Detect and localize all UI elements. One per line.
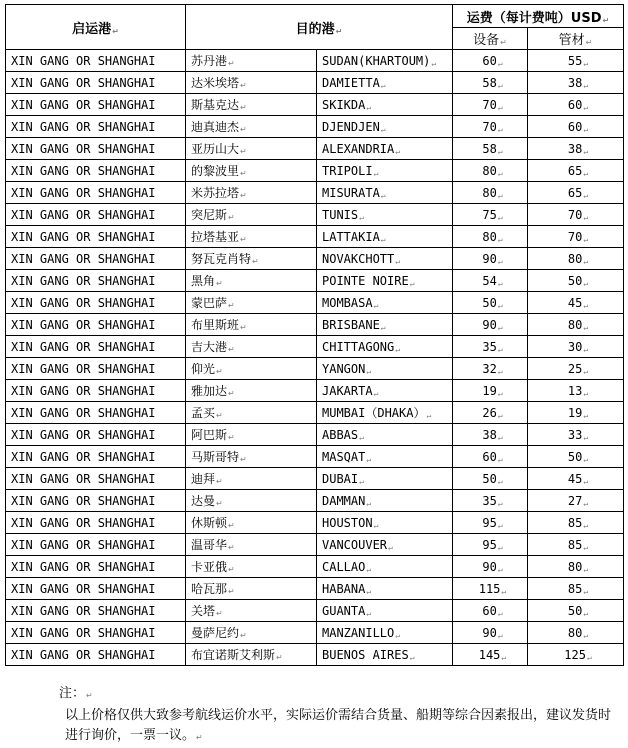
table-row	[6, 424, 624, 446]
pipe-rate-cell: 80↵	[528, 556, 624, 578]
table-row	[6, 380, 624, 402]
equipment-rate-cell: 115↵	[453, 578, 528, 600]
equipment-rate-cell: 80↵	[453, 160, 528, 182]
origin-cell: XIN GANG OR SHANGHAI	[6, 50, 186, 72]
equipment-rate-cell: 50↵	[453, 292, 528, 314]
table-row	[6, 50, 624, 72]
equipment-rate-cell: 32↵	[453, 358, 528, 380]
equipment-rate-cell: 80↵	[453, 226, 528, 248]
destination-en-cell: TRIPOLI↵	[317, 160, 453, 182]
pipe-rate-cell: 65↵	[528, 182, 624, 204]
destination-en-cell: DAMMAN↵	[317, 490, 453, 512]
destination-en-cell: JAKARTA↵	[317, 380, 453, 402]
pipe-header: 管材↵	[528, 28, 624, 50]
destination-port-header: 目的港↵	[186, 5, 453, 50]
destination-en-cell: YANGON↵	[317, 358, 453, 380]
notes-text: 以上价格仅供大致参考航线运价水平，实际运价需结合货量、船期等综合因素报出，建议发货时进行询价，一票一议。↵	[65, 708, 612, 743]
table-row	[6, 116, 624, 138]
equipment-rate-cell: 26↵	[453, 402, 528, 424]
equipment-rate-cell: 90↵	[453, 556, 528, 578]
destination-en-cell: MOMBASA↵	[317, 292, 453, 314]
destination-cn-cell: 苏丹港↵	[186, 50, 317, 72]
origin-cell: XIN GANG OR SHANGHAI	[6, 248, 186, 270]
equipment-rate-cell: 95↵	[453, 512, 528, 534]
origin-cell: XIN GANG OR SHANGHAI	[6, 358, 186, 380]
destination-en-cell: POINTE NOIRE↵	[317, 270, 453, 292]
table-row	[6, 402, 624, 424]
pipe-rate-cell: 38↵	[528, 72, 624, 94]
destination-en-cell: NOVAKCHOTT↵	[317, 248, 453, 270]
equipment-rate-cell: 145↵	[453, 644, 528, 666]
destination-cn-cell: 努瓦克肖特↵	[186, 248, 317, 270]
table-row	[6, 490, 624, 512]
pipe-rate-cell: 38↵	[528, 138, 624, 160]
equipment-rate-cell: 80↵	[453, 182, 528, 204]
destination-cn-cell: 拉塔基亚↵	[186, 226, 317, 248]
origin-cell: XIN GANG OR SHANGHAI	[6, 182, 186, 204]
table-row	[6, 468, 624, 490]
table-row	[6, 512, 624, 534]
table-row	[6, 204, 624, 226]
notes-label: 注：↵	[59, 686, 93, 701]
destination-en-cell: BUENOS AIRES↵	[317, 644, 453, 666]
origin-cell: XIN GANG OR SHANGHAI	[6, 226, 186, 248]
origin-cell: XIN GANG OR SHANGHAI	[6, 270, 186, 292]
destination-en-cell: MUMBAI（DHAKA）↵	[317, 402, 453, 424]
origin-cell: XIN GANG OR SHANGHAI	[6, 578, 186, 600]
destination-cn-cell: 孟买↵	[186, 402, 317, 424]
origin-cell: XIN GANG OR SHANGHAI	[6, 116, 186, 138]
table-row	[6, 358, 624, 380]
equipment-rate-cell: 58↵	[453, 72, 528, 94]
equipment-rate-cell: 60↵	[453, 50, 528, 72]
pipe-rate-cell: 50↵	[528, 600, 624, 622]
origin-cell: XIN GANG OR SHANGHAI	[6, 446, 186, 468]
destination-en-cell: MANZANILLO↵	[317, 622, 453, 644]
origin-cell: XIN GANG OR SHANGHAI	[6, 336, 186, 358]
origin-cell: XIN GANG OR SHANGHAI	[6, 622, 186, 644]
table-row	[6, 578, 624, 600]
pipe-rate-cell: 85↵	[528, 534, 624, 556]
destination-cn-cell: 米苏拉塔↵	[186, 182, 317, 204]
pipe-rate-cell: 13↵	[528, 380, 624, 402]
destination-en-cell: TUNIS↵	[317, 204, 453, 226]
origin-cell: XIN GANG OR SHANGHAI	[6, 138, 186, 160]
destination-cn-cell: 蒙巴萨↵	[186, 292, 317, 314]
table-row	[6, 534, 624, 556]
notes-section	[59, 684, 619, 748]
pipe-rate-cell: 80↵	[528, 622, 624, 644]
equipment-rate-cell: 70↵	[453, 94, 528, 116]
destination-en-cell: ALEXANDRIA↵	[317, 138, 453, 160]
origin-cell: XIN GANG OR SHANGHAI	[6, 160, 186, 182]
origin-cell: XIN GANG OR SHANGHAI	[6, 534, 186, 556]
pipe-rate-cell: 45↵	[528, 292, 624, 314]
rate-rows	[6, 50, 624, 666]
destination-cn-cell: 黑角↵	[186, 270, 317, 292]
table-row	[6, 182, 624, 204]
table-row	[6, 94, 624, 116]
origin-cell: XIN GANG OR SHANGHAI	[6, 72, 186, 94]
pipe-rate-cell: 55↵	[528, 50, 624, 72]
destination-en-cell: SUDAN(KHARTOUM)↵	[317, 50, 453, 72]
pipe-rate-cell: 85↵	[528, 578, 624, 600]
origin-cell: XIN GANG OR SHANGHAI	[6, 490, 186, 512]
destination-en-cell: GUANTA↵	[317, 600, 453, 622]
pipe-rate-cell: 19↵	[528, 402, 624, 424]
table-row	[6, 556, 624, 578]
origin-cell: XIN GANG OR SHANGHAI	[6, 600, 186, 622]
table-row	[6, 226, 624, 248]
table-row	[6, 292, 624, 314]
destination-cn-cell: 迪真迪杰↵	[186, 116, 317, 138]
destination-en-cell: VANCOUVER↵	[317, 534, 453, 556]
equipment-rate-cell: 35↵	[453, 490, 528, 512]
destination-cn-cell: 布里斯班↵	[186, 314, 317, 336]
equipment-rate-cell: 38↵	[453, 424, 528, 446]
equipment-rate-cell: 75↵	[453, 204, 528, 226]
table-row	[6, 314, 624, 336]
destination-cn-cell: 关塔↵	[186, 600, 317, 622]
pipe-rate-cell: 60↵	[528, 94, 624, 116]
destination-en-cell: MISURATA↵	[317, 182, 453, 204]
freight-rate-table	[5, 4, 624, 666]
origin-cell: XIN GANG OR SHANGHAI	[6, 644, 186, 666]
origin-cell: XIN GANG OR SHANGHAI	[6, 556, 186, 578]
destination-en-cell: CALLAO↵	[317, 556, 453, 578]
pipe-rate-cell: 45↵	[528, 468, 624, 490]
destination-en-cell: HOUSTON↵	[317, 512, 453, 534]
table-row	[6, 72, 624, 94]
equipment-rate-cell: 90↵	[453, 248, 528, 270]
destination-cn-cell: 哈瓦那↵	[186, 578, 317, 600]
table-row	[6, 160, 624, 182]
pipe-rate-cell: 25↵	[528, 358, 624, 380]
equipment-rate-cell: 90↵	[453, 314, 528, 336]
destination-en-cell: SKIKDA↵	[317, 94, 453, 116]
pipe-rate-cell: 70↵	[528, 204, 624, 226]
pipe-rate-cell: 65↵	[528, 160, 624, 182]
equipment-rate-cell: 54↵	[453, 270, 528, 292]
equipment-rate-cell: 19↵	[453, 380, 528, 402]
destination-en-cell: CHITTAGONG↵	[317, 336, 453, 358]
equipment-rate-cell: 70↵	[453, 116, 528, 138]
destination-cn-cell: 休斯顿↵	[186, 512, 317, 534]
table-row	[6, 336, 624, 358]
origin-cell: XIN GANG OR SHANGHAI	[6, 204, 186, 226]
destination-cn-cell: 突尼斯↵	[186, 204, 317, 226]
origin-cell: XIN GANG OR SHANGHAI	[6, 314, 186, 336]
freight-header: 运费（每计费吨）USD↵	[453, 5, 624, 28]
equipment-rate-cell: 58↵	[453, 138, 528, 160]
destination-en-cell: ABBAS↵	[317, 424, 453, 446]
destination-en-cell: DJENDJEN↵	[317, 116, 453, 138]
destination-en-cell: DUBAI↵	[317, 468, 453, 490]
origin-cell: XIN GANG OR SHANGHAI	[6, 512, 186, 534]
table-row	[6, 248, 624, 270]
destination-cn-cell: 达米埃塔↵	[186, 72, 317, 94]
destination-en-cell: BRISBANE↵	[317, 314, 453, 336]
pipe-rate-cell: 80↵	[528, 314, 624, 336]
equipment-rate-cell: 60↵	[453, 600, 528, 622]
pipe-rate-cell: 50↵	[528, 446, 624, 468]
pipe-rate-cell: 70↵	[528, 226, 624, 248]
equipment-rate-cell: 90↵	[453, 622, 528, 644]
destination-en-cell: LATTAKIA↵	[317, 226, 453, 248]
destination-cn-cell: 斯基克达↵	[186, 94, 317, 116]
pipe-rate-cell: 50↵	[528, 270, 624, 292]
destination-cn-cell: 阿巴斯↵	[186, 424, 317, 446]
equipment-rate-cell: 95↵	[453, 534, 528, 556]
table-row	[6, 270, 624, 292]
origin-port-header: 启运港↵	[6, 5, 186, 50]
pipe-rate-cell: 80↵	[528, 248, 624, 270]
destination-cn-cell: 温哥华↵	[186, 534, 317, 556]
origin-cell: XIN GANG OR SHANGHAI	[6, 402, 186, 424]
table-row	[6, 644, 624, 666]
pipe-rate-cell: 27↵	[528, 490, 624, 512]
destination-cn-cell: 布宜诺斯艾利斯↵	[186, 644, 317, 666]
pipe-rate-cell: 60↵	[528, 116, 624, 138]
pipe-rate-cell: 33↵	[528, 424, 624, 446]
destination-cn-cell: 卡亚俄↵	[186, 556, 317, 578]
origin-cell: XIN GANG OR SHANGHAI	[6, 292, 186, 314]
table-row	[6, 600, 624, 622]
destination-cn-cell: 亚历山大↵	[186, 138, 317, 160]
pipe-rate-cell: 30↵	[528, 336, 624, 358]
destination-cn-cell: 仰光↵	[186, 358, 317, 380]
destination-cn-cell: 吉大港↵	[186, 336, 317, 358]
destination-cn-cell: 曼萨尼约↵	[186, 622, 317, 644]
destination-cn-cell: 迪拜↵	[186, 468, 317, 490]
equipment-rate-cell: 60↵	[453, 446, 528, 468]
table-row	[6, 622, 624, 644]
equipment-header: 设备↵	[453, 28, 528, 50]
table-row	[6, 446, 624, 468]
pipe-rate-cell: 85↵	[528, 512, 624, 534]
equipment-rate-cell: 35↵	[453, 336, 528, 358]
destination-en-cell: DAMIETTA↵	[317, 72, 453, 94]
origin-cell: XIN GANG OR SHANGHAI	[6, 94, 186, 116]
destination-cn-cell: 雅加达↵	[186, 380, 317, 402]
origin-cell: XIN GANG OR SHANGHAI	[6, 424, 186, 446]
destination-en-cell: MASQAT↵	[317, 446, 453, 468]
origin-cell: XIN GANG OR SHANGHAI	[6, 468, 186, 490]
equipment-rate-cell: 50↵	[453, 468, 528, 490]
destination-en-cell: HABANA↵	[317, 578, 453, 600]
pipe-rate-cell: 125↵	[528, 644, 624, 666]
origin-cell: XIN GANG OR SHANGHAI	[6, 380, 186, 402]
destination-cn-cell: 达曼↵	[186, 490, 317, 512]
destination-cn-cell: 的黎波里↵	[186, 160, 317, 182]
destination-cn-cell: 马斯哥特↵	[186, 446, 317, 468]
table-row	[6, 138, 624, 160]
